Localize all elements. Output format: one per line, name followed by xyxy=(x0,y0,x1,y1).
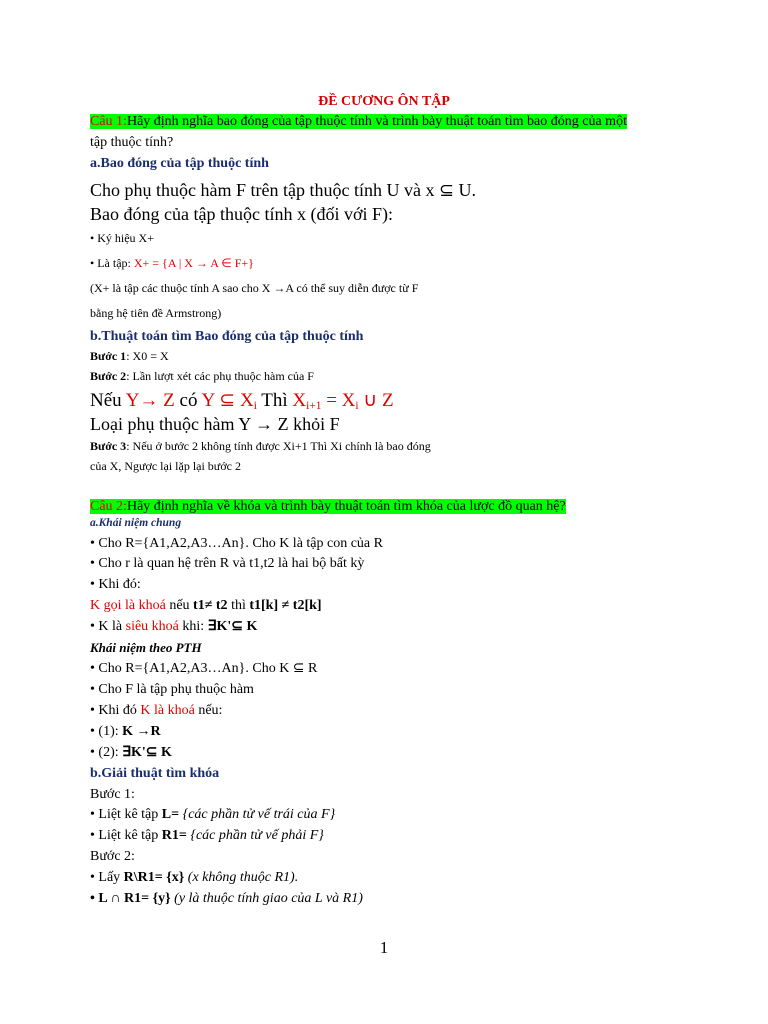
step-2-text: : Lần lượt xét các phụ thuộc hàm của F xyxy=(126,369,314,383)
key-definition-result: t1[k] ≠ t2[k] xyxy=(249,598,322,613)
closure-line-2: Bao đóng của tập thuộc tính x (đối với F): xyxy=(90,204,393,224)
question-1-highlight xyxy=(90,114,627,129)
key-fd-line-1: • Cho R={A1,A2,A3…An}. Cho K ⊆ R xyxy=(90,661,318,676)
key-definition xyxy=(90,599,322,613)
then-x: X xyxy=(292,390,307,411)
step-1-text: : X0 = X xyxy=(126,349,169,363)
key-general-line-3: • Khi đó: xyxy=(90,577,141,592)
page-number: 1 xyxy=(379,938,389,957)
cond-1-pre: • (1): xyxy=(90,724,123,739)
take-x-desc: (x không thuộc R1). xyxy=(184,870,299,885)
algorithm-step-2 xyxy=(90,370,314,382)
closure-formula: X+ = {A | X → A ∈ F+} xyxy=(133,256,254,270)
step-1-label: Bước 1 xyxy=(90,349,127,363)
intersect-desc: (y là thuộc tính giao của L và R1) xyxy=(170,891,363,906)
question-2-text: Hãy định nghĩa về khóa và trình bày thuật toán tìm khóa của lược đồ quan hệ? xyxy=(126,499,566,514)
key-definition-then: thì xyxy=(227,598,250,613)
if-keyword: Nếu xyxy=(90,390,126,411)
step-3-label: Bước 3 xyxy=(90,439,127,453)
closure-bullet-notation: • Ký hiệu X+ xyxy=(90,231,154,245)
key-fd-cond-2 xyxy=(90,746,172,760)
key-fd-cond-1 xyxy=(90,725,161,739)
then-keyword: Thì xyxy=(256,390,293,411)
cond-2-pre: • (2): xyxy=(90,745,123,760)
list-r1-var: R1= xyxy=(161,828,187,843)
key-fd-line-3 xyxy=(90,704,222,718)
key-algorithm-list-r1 xyxy=(90,829,324,843)
key-general-line-1: • Cho R={A1,A2,A3…An}. Cho K là tập con của R xyxy=(90,536,383,551)
key-definition-cond: t1≠ t2 xyxy=(193,598,228,613)
algorithm-step-3 xyxy=(90,440,431,452)
key-fd-line-3-pre: • Khi đó xyxy=(90,703,141,718)
cond-1-formula: K →R xyxy=(122,724,161,739)
heading-key-fd: Khái niệm theo PTH xyxy=(90,640,202,655)
heading-closure: a.Bao đóng của tập thuộc tính xyxy=(90,156,269,171)
key-algorithm-intersect-y xyxy=(90,892,363,906)
if-subset-sub: i xyxy=(253,399,257,412)
question-1-label: Câu 1: xyxy=(90,114,127,129)
superkey-prefix: • K là xyxy=(90,619,126,634)
key-fd-line-2: • Cho F là tập phụ thuộc hàm xyxy=(90,682,254,697)
question-1 xyxy=(90,115,627,129)
take-x-formula: R\R1= {x} xyxy=(123,870,185,885)
algorithm-step-1 xyxy=(90,350,169,362)
algorithm-if-rule xyxy=(90,391,394,410)
then-formula xyxy=(292,390,393,411)
if-subset xyxy=(202,390,257,411)
closure-explanation-1: (X+ là tập các thuộc tính A sao cho X →A có thể suy diễn được từ F xyxy=(90,281,419,295)
list-l-pre: • Liệt kê tập xyxy=(90,807,162,822)
list-l-desc: {các phần tử vế trái của F} xyxy=(179,807,336,822)
superkey-cond: ∃K'⊆ K xyxy=(207,619,258,634)
question-1-cont: tập thuộc tính? xyxy=(90,135,174,150)
question-1-text: Hãy định nghĩa bao đóng của tập thuộc tính và trình bày thuật toán tìm bao đóng của một xyxy=(126,114,627,129)
key-algorithm-take-x xyxy=(90,871,298,885)
question-2-highlight xyxy=(90,499,566,514)
algorithm-remove: Loại phụ thuộc hàm Y → Z khỏi F xyxy=(90,414,340,434)
heading-closure-algorithm: b.Thuật toán tìm Bao đóng của tập thuộc tính xyxy=(90,329,364,344)
heading-key-algorithm: b.Giải thuật tìm khóa xyxy=(90,766,220,781)
closure-bullet-set-prefix: • Là tập: xyxy=(90,256,134,270)
key-general-line-2: • Cho r là quan hệ trên R và t1,t2 là hai bộ bất kỳ xyxy=(90,556,365,571)
key-fd-term: K là khoá xyxy=(140,703,195,718)
then-eq-x-sub: i xyxy=(355,399,359,412)
document-title: ĐỀ CƯƠNG ÔN TẬP xyxy=(318,94,450,109)
step-2-label: Bước 2 xyxy=(90,369,127,383)
then-eq-x: = X xyxy=(321,390,356,411)
list-r1-pre: • Liệt kê tập xyxy=(90,828,162,843)
superkey-term: siêu khoá xyxy=(125,619,179,634)
if-has: có xyxy=(174,390,202,411)
if-dependency: Y→ Z xyxy=(125,390,175,411)
algorithm-step-3-cont: của X, Ngược lại lặp lại bước 2 xyxy=(90,459,241,473)
then-x-sub: i+1 xyxy=(306,399,322,412)
list-l-var: L= xyxy=(161,807,180,822)
closure-line-1: Cho phụ thuộc hàm F trên tập thuộc tính U và x ⊆ U. xyxy=(90,180,477,200)
cond-2-formula: ∃K'⊆ K xyxy=(122,745,172,760)
then-union: ∪ Z xyxy=(358,390,394,411)
take-x-pre: • Lấy xyxy=(90,870,124,885)
question-2-label: Câu 2: xyxy=(90,499,127,514)
key-definition-term: K gọi là khoá xyxy=(90,598,166,613)
superkey-when: khi: xyxy=(178,619,208,634)
key-fd-line-3-post: nếu: xyxy=(194,703,223,718)
if-subset-text: Y ⊆ X xyxy=(201,390,254,411)
key-algorithm-step-2: Bước 2: xyxy=(90,849,135,864)
key-algorithm-step-1: Bước 1: xyxy=(90,787,135,802)
step-3-text: : Nếu ở bước 2 không tính được Xi+1 Thì Xi chính là bao đóng xyxy=(126,439,431,453)
intersect-formula: • L ∩ R1= {y} xyxy=(90,891,171,906)
key-algorithm-list-l xyxy=(90,808,335,822)
question-2 xyxy=(90,500,566,514)
list-r1-desc: {các phần tử vế phải F} xyxy=(186,828,324,843)
closure-bullet-set xyxy=(90,257,254,269)
closure-explanation-2: bằng hệ tiên đề Armstrong) xyxy=(90,306,222,320)
superkey-definition xyxy=(90,620,257,634)
key-definition-if: nếu xyxy=(165,598,194,613)
heading-key-general: a.Khái niệm chung xyxy=(90,517,182,529)
